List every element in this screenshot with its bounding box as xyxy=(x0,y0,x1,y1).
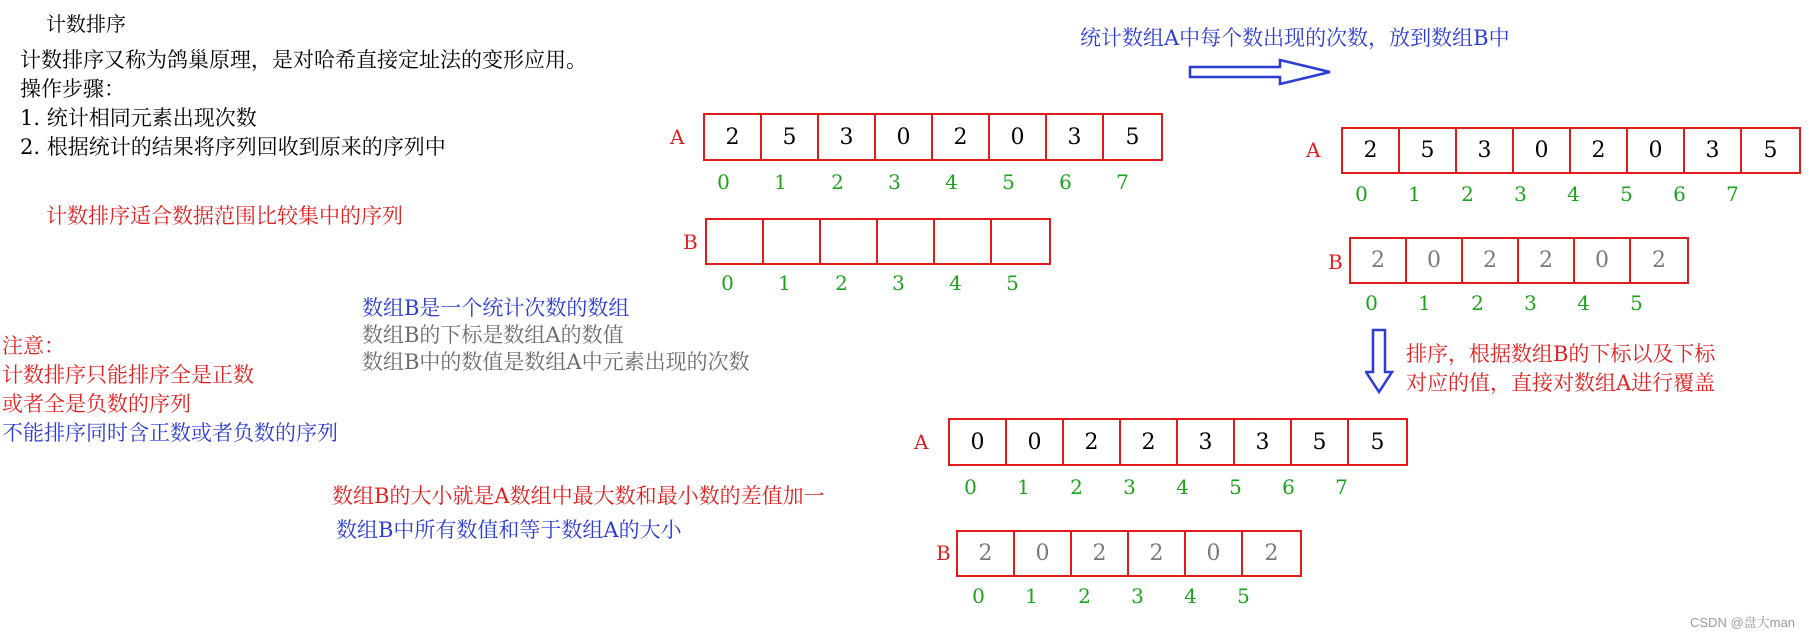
array-a2-index: 3 xyxy=(1514,182,1527,206)
array-a2-index: 1 xyxy=(1408,182,1421,206)
intro-line: 计数排序又称为鸽巢原理，是对哈希直接定址法的变形应用。 xyxy=(20,48,587,72)
array-a2-cell: 2 xyxy=(1343,129,1400,172)
note-line-2: 或者全是负数的序列 xyxy=(2,392,191,416)
step-2: 2. 根据统计的结果将序列回收到原来的序列中 xyxy=(20,135,446,159)
array-b1-index: 1 xyxy=(778,271,791,295)
array-b2-cell: 2 xyxy=(1652,248,1666,273)
array-a3-index: 5 xyxy=(1229,475,1242,499)
array-a1-index: 3 xyxy=(888,170,901,194)
b-desc-1: 数组B是一个统计次数的数组 xyxy=(362,296,630,320)
array-a3-index: 1 xyxy=(1017,475,1030,499)
array-a3-cell: 5 xyxy=(1370,429,1385,455)
array-a1-cell: 2 xyxy=(933,115,990,159)
array-a3-index: 3 xyxy=(1123,475,1136,499)
array-b3-index: 5 xyxy=(1237,584,1250,608)
array-a1-index: 5 xyxy=(1002,170,1015,194)
array-a1-index: 2 xyxy=(831,170,844,194)
array-a3 xyxy=(948,418,1408,466)
array-a2-index: 7 xyxy=(1726,182,1739,206)
array-a3-index: 4 xyxy=(1176,475,1189,499)
array-b2-cell: 2 xyxy=(1351,239,1407,282)
array-b3-index: 1 xyxy=(1025,584,1038,608)
array-a2-cell: 3 xyxy=(1685,129,1742,172)
array-a2-cell: 0 xyxy=(1628,129,1685,172)
array-b3-index: 3 xyxy=(1131,584,1144,608)
array-a2-label: A xyxy=(1306,138,1321,162)
array-a1-index: 4 xyxy=(945,170,958,194)
array-b1-label: B xyxy=(683,230,698,254)
array-a1-cell: 0 xyxy=(876,115,933,159)
note-line-1: 计数排序只能排序全是正数 xyxy=(2,363,254,387)
size-note: 数组B的大小就是A数组中最大数和最小数的差值加一 xyxy=(332,484,825,508)
array-a3-cell: 0 xyxy=(1007,420,1064,464)
array-b2-index: 5 xyxy=(1630,291,1643,315)
array-b2-label: B xyxy=(1328,250,1343,274)
array-a2-index: 5 xyxy=(1620,182,1633,206)
array-a1-label: A xyxy=(670,125,685,149)
array-a1-index: 0 xyxy=(717,170,730,194)
array-a3-cell: 3 xyxy=(1178,420,1235,464)
array-b2 xyxy=(1349,237,1689,284)
array-a1-index: 6 xyxy=(1059,170,1072,194)
array-b1-index: 3 xyxy=(892,271,905,295)
array-b1-cell xyxy=(992,220,1049,263)
down-arrow-icon xyxy=(1365,328,1395,396)
array-a2-cell: 5 xyxy=(1763,138,1778,163)
array-a1-cell: 2 xyxy=(705,115,762,159)
sort-caption-2: 对应的值，直接对数组A进行覆盖 xyxy=(1406,371,1716,395)
b-desc-2: 数组B的下标是数组A的数值 xyxy=(362,323,624,347)
b-desc-3: 数组B中的数值是数组A中元素出现的次数 xyxy=(362,350,750,374)
page-title: 计数排序 xyxy=(46,12,126,36)
array-b2-index: 0 xyxy=(1365,291,1378,315)
array-a2-indices xyxy=(1335,182,1759,206)
array-a3-cell: 2 xyxy=(1064,420,1121,464)
array-b2-index: 4 xyxy=(1577,291,1590,315)
note-line-3: 不能排序同时含正数或者负数的序列 xyxy=(2,421,338,445)
array-a2-index: 0 xyxy=(1355,182,1368,206)
array-a2-cell: 3 xyxy=(1457,129,1514,172)
array-b1-index: 0 xyxy=(721,271,734,295)
array-b2-cell: 2 xyxy=(1519,239,1575,282)
array-b3-cell: 0 xyxy=(1015,532,1072,575)
step-1: 1. 统计相同元素出现次数 xyxy=(20,106,257,130)
array-b2-indices xyxy=(1345,291,1663,315)
array-a3-cell: 0 xyxy=(950,420,1007,464)
array-a1-cell: 3 xyxy=(1047,115,1104,159)
array-a3-cell: 2 xyxy=(1121,420,1178,464)
array-b2-cell: 0 xyxy=(1407,239,1463,282)
array-b1-index: 2 xyxy=(835,271,848,295)
array-a2-cell: 2 xyxy=(1571,129,1628,172)
array-b2-cell: 2 xyxy=(1463,239,1519,282)
suitable-note: 计数排序适合数据范围比较集中的序列 xyxy=(46,204,403,228)
array-a1-index: 7 xyxy=(1116,170,1129,194)
array-b1-cell xyxy=(935,220,992,263)
array-b3-label: B xyxy=(936,541,951,565)
array-b3-index: 4 xyxy=(1184,584,1197,608)
array-b3-cell: 2 xyxy=(1129,532,1186,575)
array-a3-cell: 3 xyxy=(1235,420,1292,464)
array-a3-index: 6 xyxy=(1282,475,1295,499)
array-b2-cell: 0 xyxy=(1575,239,1631,282)
array-b3-cell: 0 xyxy=(1186,532,1243,575)
array-a3-index: 7 xyxy=(1335,475,1348,499)
array-b3-cell: 2 xyxy=(1072,532,1129,575)
array-a1-indices xyxy=(695,170,1151,194)
array-b3-cell: 2 xyxy=(958,532,1015,575)
array-b1-cell xyxy=(707,220,764,263)
note-heading: 注意： xyxy=(2,334,65,358)
array-a3-index: 2 xyxy=(1070,475,1083,499)
array-a2-index: 6 xyxy=(1673,182,1686,206)
array-b1-index: 5 xyxy=(1006,271,1019,295)
array-b1-cell xyxy=(764,220,821,263)
array-b2-index: 3 xyxy=(1524,291,1537,315)
array-b2-index: 2 xyxy=(1471,291,1484,315)
array-b3-index: 2 xyxy=(1078,584,1091,608)
array-b1-indices xyxy=(699,271,1041,295)
array-a1-cell: 3 xyxy=(819,115,876,159)
array-a1-index: 1 xyxy=(774,170,787,194)
array-b3-index: 0 xyxy=(972,584,985,608)
array-b2-index: 1 xyxy=(1418,291,1431,315)
sum-note: 数组B中所有数值和等于数组A的大小 xyxy=(336,518,682,542)
array-a2-index: 4 xyxy=(1567,182,1580,206)
array-a3-label: A xyxy=(914,430,929,454)
watermark: CSDN @盘大man xyxy=(1690,615,1795,630)
array-a1-cell: 0 xyxy=(990,115,1047,159)
array-b1 xyxy=(705,218,1051,265)
steps-heading: 操作步骤： xyxy=(20,77,125,101)
sort-caption-1: 排序，根据数组B的下标以及下标 xyxy=(1406,342,1716,366)
array-b1-cell xyxy=(878,220,935,263)
array-b1-cell xyxy=(821,220,878,263)
array-b1-index: 4 xyxy=(949,271,962,295)
array-a2-index: 2 xyxy=(1461,182,1474,206)
array-a2-cell: 0 xyxy=(1514,129,1571,172)
array-b3 xyxy=(956,530,1302,577)
array-a1 xyxy=(703,113,1163,161)
array-a3-indices xyxy=(944,475,1368,499)
right-arrow-icon xyxy=(1188,58,1338,88)
top-caption: 统计数组A中每个数出现的次数，放到数组B中 xyxy=(1080,26,1510,50)
array-a1-cell: 5 xyxy=(762,115,819,159)
array-a2 xyxy=(1341,127,1801,174)
array-a3-cell: 5 xyxy=(1292,420,1349,464)
array-b3-indices xyxy=(952,584,1270,608)
array-a1-cell: 5 xyxy=(1125,124,1140,150)
array-a2-cell: 5 xyxy=(1400,129,1457,172)
array-b3-cell: 2 xyxy=(1264,541,1279,566)
array-a3-index: 0 xyxy=(964,475,977,499)
